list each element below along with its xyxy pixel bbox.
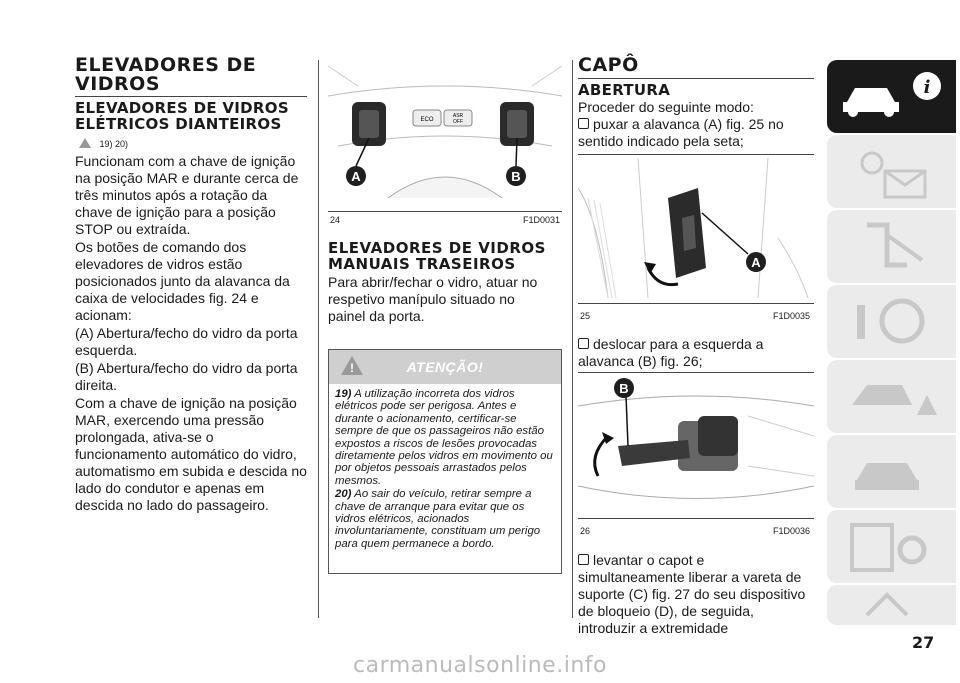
paragraph: Com a chave de ignição na posição MAR, exercendo uma pressão prolongada, ativa-se o funcionamento automático do vidro, automatismo em subida e descida no lado do condutor e apenas em descida no lado do passageiro. [75, 395, 307, 513]
figure-26 [578, 376, 814, 546]
warning-refs: 19) 20) [79, 138, 128, 149]
section-heading: ELEVADORES DE VIDROS MANUAIS TRASEIROS [328, 239, 546, 273]
tab-emergency[interactable] [827, 360, 956, 433]
multimedia-icon [827, 585, 956, 625]
paragraph: Os botões de comando dos elevadores de vidros estão posicionados junto da alavanca da caixa de velocidades fig. 24 e acionam: [75, 239, 290, 323]
figure-rule-top [578, 154, 814, 155]
svg-text:i: i [923, 77, 931, 98]
checkbox-bullet-icon [578, 338, 589, 349]
figure-number: 25 [580, 311, 591, 321]
figure-25 [578, 158, 814, 328]
warning-exclamation: ! [350, 361, 354, 375]
figure-code: F1D0035 [772, 311, 810, 321]
figure-rule [578, 303, 814, 304]
hood-lever-illustration [578, 158, 814, 298]
column-divider [318, 60, 319, 618]
figure-rule [328, 211, 562, 212]
body-text [75, 153, 307, 514]
tab-multimedia[interactable] [827, 585, 956, 625]
warning-triangle-icon [79, 138, 91, 148]
warning-box [328, 349, 562, 574]
paragraph: Funcionam com a chave de ignição na posição MAR e durante cerca de três minutos após a rotação da chave de ignição para a posição STOP ou extraída. [75, 153, 299, 237]
step: levantar o capot e simultaneamente liberar a vareta de suporte (C) fig. 27 do seu dispositivo de bloqueio (D), de seguida, introduzir a extremidade [578, 552, 806, 636]
heading-rule [578, 78, 814, 79]
window-switches-illustration [328, 56, 562, 198]
figure-code: F1D0031 [522, 215, 560, 225]
hood-latch-illustration [578, 376, 814, 511]
checkbox-bullet-icon [578, 554, 589, 565]
warning-item: 19) A utilização incorreta dos vidros elétricos pode ser perigosa. Antes e durante o acionamento, certificar-se sempre de que os passageiros não estão expostos a riscos de lesões provocadas diretamente pelos vidros em movimento ou por objetos pessoais arrastados pelos mesmos. [335, 388, 553, 487]
tab-starting-driving[interactable] [827, 285, 956, 358]
car-crash-warning-icon [827, 360, 956, 433]
subsection-heading: ABERTURA [578, 81, 671, 99]
tab-specifications[interactable] [827, 510, 956, 583]
subsection-heading: ELEVADORES DE VIDROS ELÉTRICOS DIANTEIROS [75, 99, 289, 133]
page-number: 27 [912, 633, 935, 652]
tab-car-info[interactable] [827, 60, 956, 133]
warning-lights-icon [827, 135, 956, 208]
svg-text:A: A [351, 169, 361, 184]
warning-item: 20) Ao sair do veículo, retirar sempre a chave de arranque para evitar que os vidros elétricos, acionados involuntariamente, constituam um perigo para quem permanece a bordo. [335, 488, 541, 550]
tab-warning-lights[interactable] [827, 135, 956, 208]
warning-body [329, 384, 561, 554]
paragraph: (B) Abertura/fecho do vidro da porta direita. [75, 360, 298, 393]
car-info-icon [827, 60, 956, 133]
svg-text:A: A [751, 255, 761, 270]
figure-code: F1D0036 [772, 526, 810, 536]
tab-safety[interactable] [827, 210, 956, 283]
warning-header [329, 350, 561, 384]
tab-servicing[interactable] [827, 435, 956, 508]
figure-rule-top [578, 372, 814, 373]
svg-text:B: B [511, 169, 521, 184]
paragraph: Proceder do seguinte modo: [578, 99, 754, 115]
figure-24 [328, 56, 562, 226]
airbag-seat-icon [827, 210, 956, 283]
figure-number: 26 [580, 526, 591, 536]
section-heading: ELEVADORES DE VIDROS [75, 54, 257, 95]
svg-text:ECO: ECO [420, 117, 434, 123]
car-service-icon [827, 435, 956, 508]
paragraph: (A) Abertura/fecho do vidro da porta esquerda. [75, 325, 298, 358]
warning-title: ATENÇÃO! [406, 359, 484, 375]
paragraph: Para abrir/fechar o vidro, atuar no respetivo manípulo situado no painel da porta. [328, 274, 538, 324]
watermark: carmanualsonline.info [353, 653, 607, 678]
column-divider [572, 60, 573, 618]
step: puxar a alavanca (A) fig. 25 no sentido indicado pela seta; [578, 116, 784, 149]
svg-text:ASR: ASR [452, 113, 464, 119]
figure-number: 24 [330, 215, 341, 225]
steering-key-icon [827, 285, 956, 358]
specs-gears-icon [827, 510, 956, 583]
checkbox-bullet-icon [578, 118, 589, 129]
svg-text:B: B [619, 381, 629, 396]
section-heading: CAPÔ [578, 54, 639, 76]
svg-text:OFF: OFF [453, 119, 463, 125]
heading-rule [75, 96, 307, 97]
step: deslocar para a esquerda a alavanca (B) fig. 26; [578, 336, 764, 369]
figure-rule [578, 518, 814, 519]
